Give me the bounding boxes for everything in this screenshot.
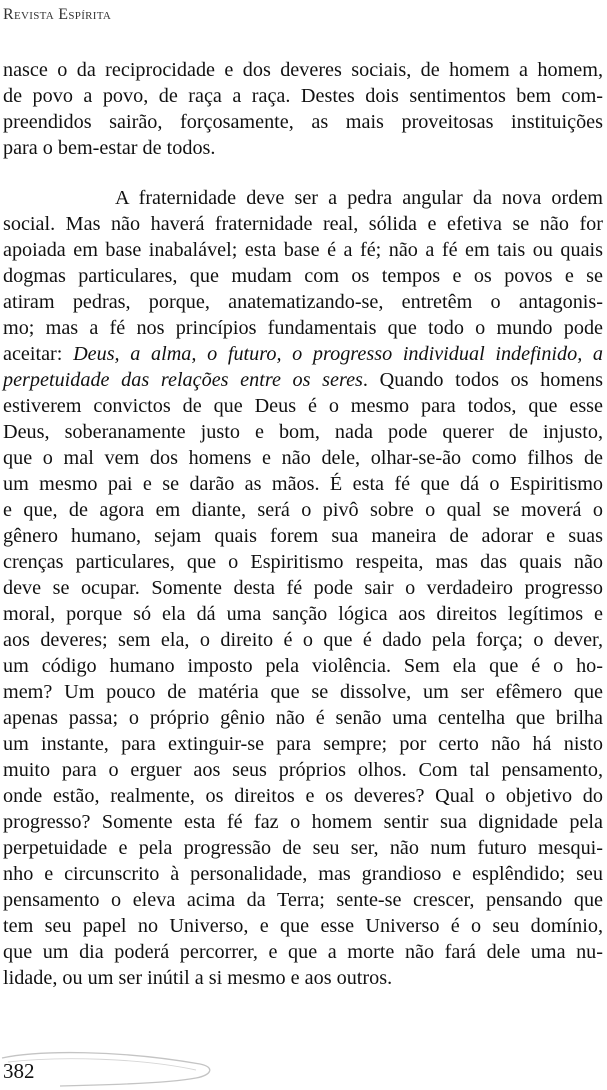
text-line: mo; mas a fé nos princípios fundamentais que todo o mundo pode: [3, 317, 603, 339]
text-line: apenas passa; o próprio gênio não é senão uma centelha que brilha: [3, 707, 603, 729]
text-line: nasce o da reciprocidade e dos deveres sociais, de homem a homem,: [3, 59, 603, 81]
text-line: perpetuidade e pela progressão de seu ser, não num futuro mesqui-: [3, 837, 603, 859]
text-line: estiverem convictos de que Deus é o mesmo para todos, que esse: [3, 395, 603, 417]
folio-swoosh-ornament: [0, 1048, 240, 1090]
text-line: moral, porque só ela dá uma sanção lógica aos direitos legítimos e: [3, 603, 603, 625]
italic-text-run: Deus, a alma, o futuro, o progresso individual indefinido, a: [73, 343, 604, 365]
text-line: muito para o erguer aos seus próprios olhos. Com tal pensamento,: [3, 759, 603, 781]
text-line: de povo a povo, de raça a raça. Destes dois sentimentos bem com-: [3, 85, 603, 107]
text-line: um instante, para extinguir-se para sempre; por certo não há nisto: [3, 733, 603, 755]
text-line: tem seu papel no Universo, e que esse Universo é o seu domínio,: [3, 915, 603, 937]
text-line: [3, 367, 603, 393]
text-line: nho e circunscrito à personalidade, mas grandioso e esplêndido; seu: [3, 863, 603, 885]
text-run: aceitar:: [3, 343, 74, 365]
text-line: A fraternidade deve ser a pedra angular da nova ordem: [115, 187, 603, 209]
page-number: 382: [3, 1059, 35, 1083]
text-line: um mesmo pai e se darão as mãos. É esta fé que dá o Espiritismo: [3, 473, 603, 495]
text-line: para o bem-estar de todos.: [3, 137, 216, 159]
text-line: [3, 341, 603, 367]
text-line: e que, de agora em diante, será o pivô sobre o qual se moverá o: [3, 499, 603, 521]
text-line: pensamento o eleva acima da Terra; sente-se crescer, pensando que: [3, 889, 603, 911]
italic-text-run: perpetuidade das relações entre os seres: [3, 369, 363, 391]
text-line: que o mal vem dos homens e não dele, olhar-se-ão como filhos de: [3, 447, 603, 469]
text-line: crenças particulares, que o Espiritismo respeita, mas das quais não: [3, 551, 603, 573]
text-line: apoiada em base inabalável; esta base é a fé; não a fé em tais ou quais: [3, 239, 603, 261]
text-line: mem? Um pouco de matéria que se dissolve, um ser efêmero que: [3, 681, 603, 703]
text-line: lidade, ou um ser inútil a si mesmo e aos outros.: [3, 967, 393, 989]
text-line: deve se ocupar. Somente desta fé pode sair o verdadeiro progresso: [3, 577, 603, 599]
text-run: . Quando todos os homens: [362, 369, 603, 391]
text-line: social. Mas não haverá fraternidade real, sólida e efetiva se não for: [3, 213, 603, 235]
text-line: onde estão, realmente, os direitos e os deveres? Qual o objetivo do: [3, 785, 603, 807]
text-line: atiram pedras, porque, anatematizando-se, entretêm o antagonis-: [3, 291, 603, 313]
text-line: que um dia poderá percorrer, e que a morte não fará dele uma nu-: [3, 941, 603, 963]
text-line: gênero humano, sejam quais forem sua maneira de adorar e suas: [3, 525, 603, 547]
text-line: dogmas particulares, que mudam com os tempos e os povos e se: [3, 265, 603, 287]
running-head: Revista Espírita: [3, 6, 112, 23]
text-line: progresso? Somente esta fé faz o homem sentir sua dignidade pela: [3, 811, 603, 833]
text-line: Deus, soberanamente justo e bom, nada pode querer de injusto,: [3, 421, 603, 443]
text-line: preendidos sairão, forçosamente, as mais proveitosas instituições: [3, 111, 603, 133]
text-line: um código humano imposto pela violência. Sem ela que é o ho-: [3, 655, 603, 677]
text-line: aos deveres; sem ela, o direito é o que é dado pela força; o dever,: [3, 629, 603, 651]
